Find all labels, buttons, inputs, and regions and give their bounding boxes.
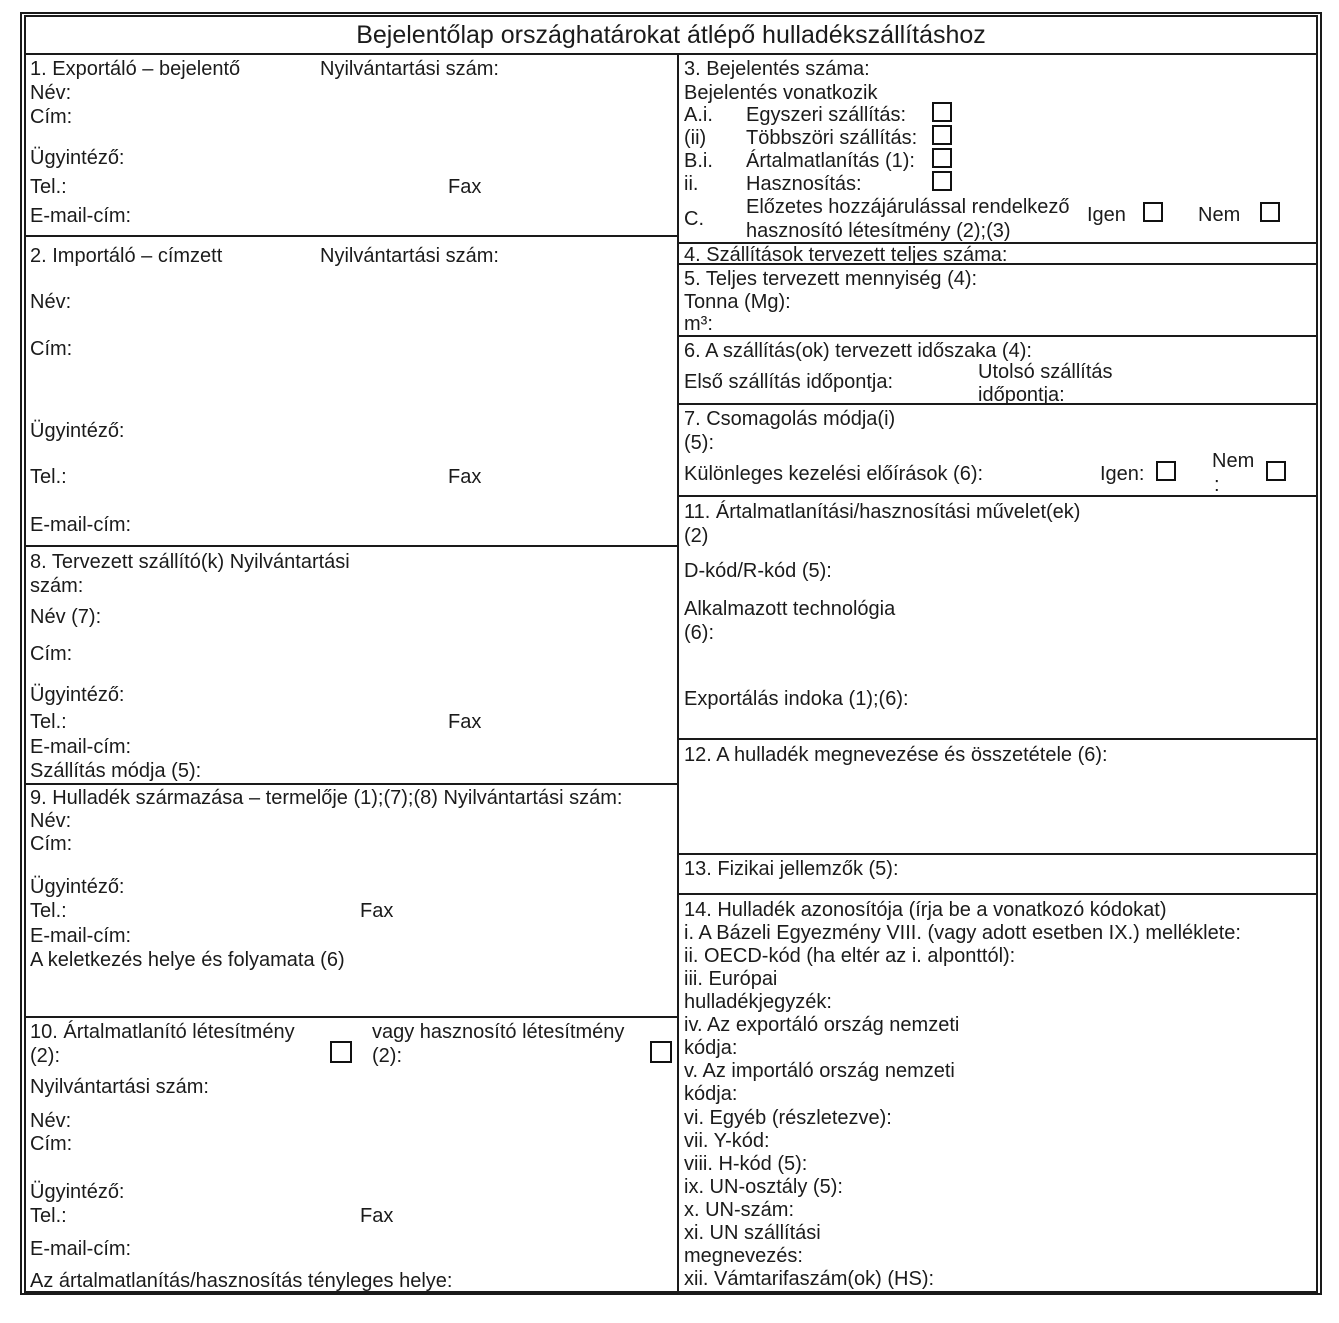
section-3-row-c-line1: Előzetes hozzájárulással rendelkező	[746, 196, 1070, 218]
section-11-export-reason-label: Exportálás indoka (1);(6):	[684, 688, 909, 710]
section-2-heading: 2. Importáló – címzett	[30, 245, 223, 267]
section-14-item-un-number: x. UN-szám:	[684, 1199, 794, 1221]
section-14-item-european-line1: iii. Európai	[684, 968, 778, 990]
section-3-row-c-num: C.	[684, 208, 704, 230]
section-14-item-oecd: ii. OECD-kód (ha eltér az i. alponttól):	[684, 945, 1016, 967]
section-14-item-un-shipping-line2: megnevezés:	[684, 1245, 803, 1267]
checkbox-artalmatlanitas[interactable]	[932, 148, 952, 168]
section-8-transport-mode-label: Szállítás módja (5):	[30, 760, 202, 782]
section-3-row-bi-label: Ártalmatlanítás (1):	[746, 150, 915, 172]
section-1-contact-label: Ügyintéző:	[30, 147, 125, 169]
section-14-item-hcode: viii. H-kód (5):	[684, 1153, 808, 1175]
section-3-heading: 3. Bejelentés száma:	[684, 58, 870, 80]
section-12-heading: 12. A hulladék megnevezése és összetétele (6):	[684, 744, 1108, 766]
section-3-row-ii-label: Többszöri szállítás:	[746, 127, 918, 149]
section-1-fax-label: Fax	[448, 176, 482, 198]
section-3-row-iiB-num: ii.	[684, 173, 699, 195]
section-14-item-other: vi. Egyéb (részletezve):	[684, 1107, 892, 1129]
section-1-tel-label: Tel.:	[30, 176, 67, 198]
section-2-contact-label: Ügyintéző:	[30, 420, 125, 442]
section-2-name-label: Név:	[30, 291, 72, 313]
checkbox-egyszeri-szallitas[interactable]	[932, 102, 952, 122]
section-9-contact-label: Ügyintéző:	[30, 876, 125, 898]
section-14-item-customs-code: xii. Vámtarifaszám(ok) (HS):	[684, 1268, 935, 1290]
section-3-row-c-line2: hasznosító létesítmény (2);(3)	[746, 220, 1011, 242]
section-10-tel-label: Tel.:	[30, 1205, 67, 1227]
section-3-subheading: Bejelentés vonatkozik	[684, 82, 878, 104]
section-7-heading-line2: (5):	[684, 432, 714, 454]
section-7-heading-line1: 7. Csomagolás módja(i)	[684, 408, 896, 430]
section-14-item-un-shipping-line1: xi. UN szállítási	[684, 1222, 821, 1244]
section-14-item-import-country-line2: kódja:	[684, 1083, 738, 1105]
section-13-heading: 13. Fizikai jellemzők (5):	[684, 858, 899, 880]
section-5-heading: 5. Teljes tervezett mennyiség (4):	[684, 268, 978, 290]
section-9-name-label: Név:	[30, 810, 72, 832]
section-8-fax-label: Fax	[448, 711, 482, 733]
section-3-row-ai-num: A.i.	[684, 104, 713, 126]
section-11-heading-line1: 11. Ártalmatlanítási/hasznosítási művelet(ek)	[684, 501, 1081, 523]
section-1-registration-label: Nyilvántartási szám:	[320, 58, 499, 80]
section-2-address-label: Cím:	[30, 338, 73, 360]
section-14-item-export-country-line2: kódja:	[684, 1037, 738, 1059]
section-9-heading: 9. Hulladék származása – termelője (1);(7);(8) Nyilvántartási szám:	[30, 787, 623, 809]
section-4-heading: 4. Szállítások tervezett teljes száma:	[684, 244, 1008, 266]
section-9-tel-label: Tel.:	[30, 900, 67, 922]
section-2-tel-label: Tel.:	[30, 466, 67, 488]
section-10-fax-label: Fax	[360, 1205, 394, 1227]
section-6-last-shipment-label-line2: időpontja:	[978, 384, 1065, 406]
checkbox-hasznosito-letesitmeny[interactable]	[650, 1041, 672, 1063]
section-6-heading: 6. A szállítás(ok) tervezett időszaka (4):	[684, 340, 1032, 362]
section-3-row-ai-label: Egyszeri szállítás:	[746, 104, 907, 126]
section-8-heading-line2: szám:	[30, 575, 84, 597]
section-14-item-ycode: vii. Y-kód:	[684, 1130, 770, 1152]
section-10-registration-label: Nyilvántartási szám:	[30, 1076, 209, 1098]
section-9-origin-label: A keletkezés helye és folyamata (6)	[30, 949, 345, 971]
checkbox-kezelesi-igen[interactable]	[1156, 461, 1176, 481]
section-3-row-iiB-label: Hasznosítás:	[746, 173, 862, 195]
checkbox-c-nem[interactable]	[1260, 202, 1280, 222]
section-14-item-basel: i. A Bázeli Egyezmény VIII. (vagy adott esetben IX.) melléklete:	[684, 922, 1241, 944]
section-10-email-label: E-mail-cím:	[30, 1238, 132, 1260]
checkbox-tobbszori-szallitas[interactable]	[932, 125, 952, 145]
section-14-heading: 14. Hulladék azonosítója (írja be a vonatkozó kódokat)	[684, 899, 1167, 921]
form-title: Bejelentőlap országhatárokat átlépő hulladékszállításhoz	[24, 15, 1318, 55]
section-10-name-label: Név:	[30, 1110, 72, 1132]
section-10-actual-place-label: Az ártalmatlanítás/hasznosítás tényleges helye:	[30, 1270, 453, 1292]
section-1-name-label: Név:	[30, 82, 72, 104]
section-3-row-ii-num: (ii)	[684, 127, 707, 149]
section-14-item-un-class: ix. UN-osztály (5):	[684, 1176, 843, 1198]
section-6-last-shipment-label-line1: Utolsó szállítás	[978, 361, 1113, 383]
checkbox-c-igen[interactable]	[1143, 202, 1163, 222]
section-8-contact-label: Ügyintéző:	[30, 684, 125, 706]
section-3-row-bi-num: B.i.	[684, 150, 713, 172]
section-10-heading-right: vagy hasznosító létesítmény	[372, 1021, 625, 1043]
section-8-tel-label: Tel.:	[30, 711, 67, 733]
section-2-fax-label: Fax	[448, 466, 482, 488]
section-11-technology-label-line2: (6):	[684, 622, 714, 644]
section-7-special-handling-label: Különleges kezelési előírások (6):	[684, 463, 984, 485]
checkbox-artalmatlanito-letesitmeny[interactable]	[330, 1041, 352, 1063]
section-6-first-shipment-label: Első szállítás időpontja:	[684, 371, 894, 393]
section-8-address-label: Cím:	[30, 643, 73, 665]
section-14-item-export-country-line1: iv. Az exportáló ország nemzeti	[684, 1014, 960, 1036]
checkbox-hasznositas[interactable]	[932, 171, 952, 191]
section-11-dcode-label: D-kód/R-kód (5):	[684, 560, 832, 582]
checkbox-kezelesi-nem[interactable]	[1266, 461, 1286, 481]
section-9-address-label: Cím:	[30, 833, 73, 855]
section-8-email-label: E-mail-cím:	[30, 736, 132, 758]
section-11-technology-label-line1: Alkalmazott technológia	[684, 598, 896, 620]
section-11-heading-line2: (2)	[684, 525, 709, 547]
section-2-registration-label: Nyilvántartási szám:	[320, 245, 499, 267]
section-9-fax-label: Fax	[360, 900, 394, 922]
section-5-tonne-label: Tonna (Mg):	[684, 291, 791, 313]
section-14-item-european-line2: hulladékjegyzék:	[684, 991, 832, 1013]
section-8-name-label: Név (7):	[30, 606, 102, 628]
section-10-address-label: Cím:	[30, 1133, 73, 1155]
section-10-heading-left: 10. Ártalmatlanító létesítmény	[30, 1021, 295, 1043]
section-1-address-label: Cím:	[30, 106, 73, 128]
section-14-item-import-country-line1: v. Az importáló ország nemzeti	[684, 1060, 955, 1082]
section-7-yes-label: Igen:	[1100, 463, 1145, 485]
section-10-paren-left: (2):	[30, 1045, 60, 1067]
section-2-importer-box	[24, 235, 679, 547]
section-5-cubic-meter-label: m³:	[684, 313, 713, 335]
section-2-email-label: E-mail-cím:	[30, 514, 132, 536]
section-7-no-colon: :	[1214, 474, 1220, 496]
section-7-no-label: Nem	[1212, 450, 1255, 472]
section-3-yes-label: Igen	[1087, 204, 1126, 226]
section-1-heading: 1. Exportáló – bejelentő	[30, 58, 241, 80]
section-9-waste-origin-box	[24, 783, 679, 1018]
section-8-heading-line1: 8. Tervezett szállító(k) Nyilvántartási	[30, 551, 350, 573]
section-1-email-label: E-mail-cím:	[30, 205, 132, 227]
section-9-email-label: E-mail-cím:	[30, 925, 132, 947]
section-10-contact-label: Ügyintéző:	[30, 1181, 125, 1203]
section-3-no-label: Nem	[1198, 204, 1241, 226]
section-10-paren-right: (2):	[372, 1045, 402, 1067]
